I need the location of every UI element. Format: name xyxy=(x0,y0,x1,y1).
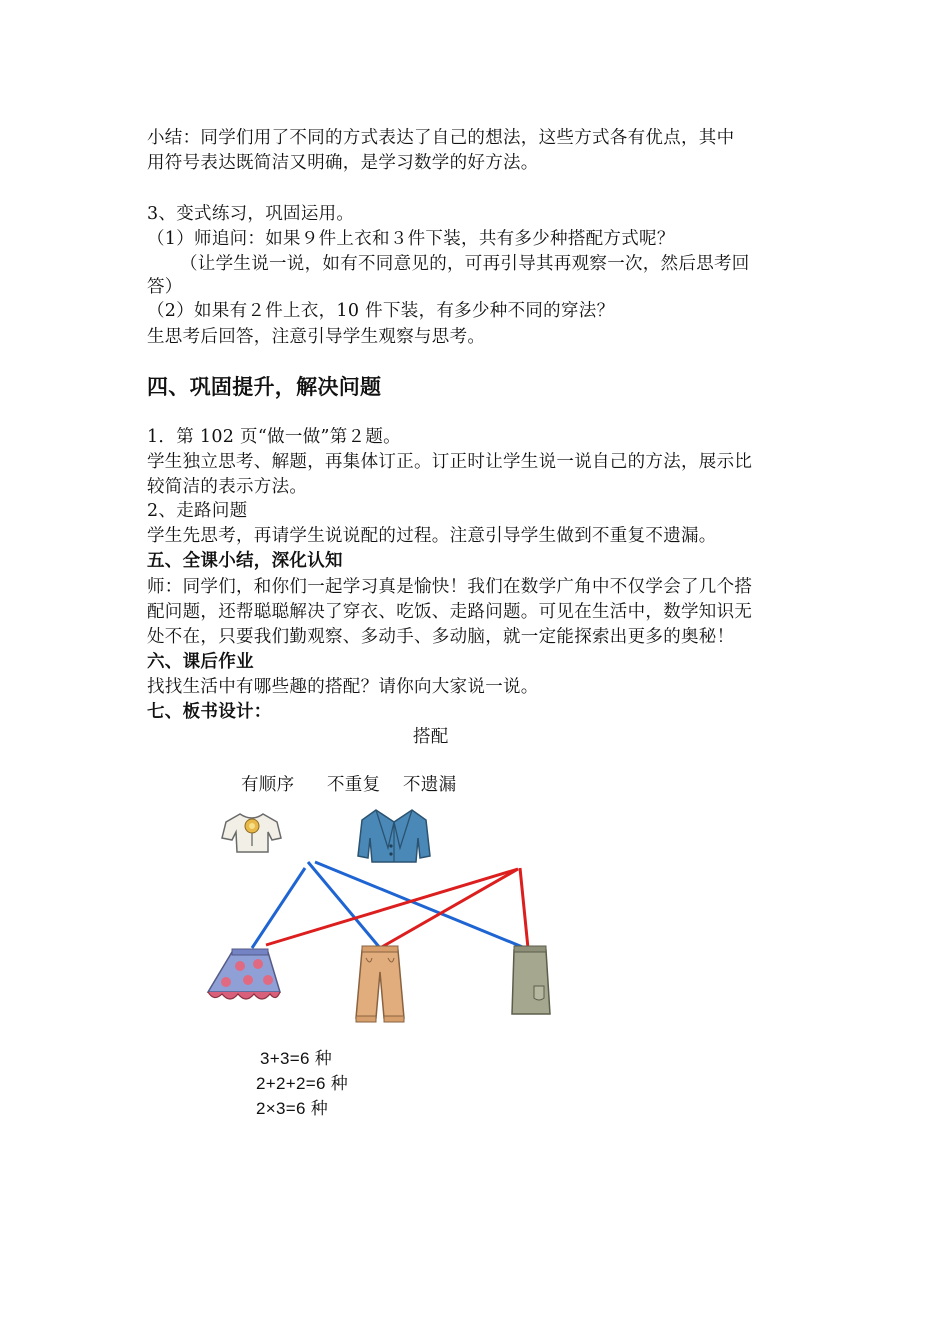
straight-skirt-icon xyxy=(512,946,550,1014)
principle-no-repeat: 不重复 xyxy=(327,775,381,795)
summary-line-2: 用符号表达既简洁又明确，是学习数学的好方法。 xyxy=(147,153,539,173)
section-7-heading: 七、板书设计： xyxy=(147,702,272,722)
board-title: 搭配 xyxy=(413,727,449,747)
section-6-heading: 六、课后作业 xyxy=(147,652,254,672)
section-3-q2: （2）如果有２件上衣，10 件下装，有多少种不同的穿法？ xyxy=(147,301,615,321)
equation-2: 2+2+2=6 种 xyxy=(256,1074,349,1093)
section-4-item-2: 2、走路问题 xyxy=(147,501,248,521)
connection-lines xyxy=(252,862,528,948)
section-4-heading: 四、巩固提升，解决问题 xyxy=(147,374,382,399)
section-3-q1-note-2: 答） xyxy=(147,277,183,297)
section-3-q1-note-1: （让学生说一说，如有不同意见的，可再引导其再观察一次，然后思考回 xyxy=(180,254,750,274)
section-6-line: 找找生活中有哪些趣的搭配？请你向大家说一说。 xyxy=(147,677,539,697)
section-4-item-1-line-2: 较简洁的表示方法。 xyxy=(147,477,308,497)
connection-line xyxy=(266,869,518,945)
jacket-icon xyxy=(358,810,430,862)
section-5-line-3: 处不在，只要我们勤观察、多动手、多动脑，就一定能探索出更多的奥秘！ xyxy=(147,627,735,647)
section-3-q2-note: 生思考后回答，注意引导学生观察与思考。 xyxy=(147,327,486,347)
equation-1: 3+3=6 种 xyxy=(260,1049,333,1068)
connection-line xyxy=(520,868,528,948)
section-4-item-1: 1．第 102 页“做一做”第２题。 xyxy=(147,427,401,447)
summary-line-1: 小结：同学们用了不同的方式表达了自己的想法，这些方式各有优点，其中 xyxy=(147,128,735,148)
equation-3: 2×3=6 种 xyxy=(256,1099,329,1118)
section-4-item-1-line-1: 学生独立思考、解题，再集体订正。订正时让学生说一说自己的方法，展示比 xyxy=(147,452,753,472)
section-5-line-1: 师：同学们，和你们一起学习真是愉快！我们在数学广角中不仅学会了几个搭 xyxy=(147,577,753,597)
tshirt-icon xyxy=(222,814,281,852)
skirt-icon xyxy=(208,949,280,999)
pants-icon xyxy=(356,946,404,1022)
principle-no-omission: 不遗漏 xyxy=(403,775,457,795)
section-3-q1: （1）师追问：如果９件上衣和３件下装，共有多少种搭配方式呢？ xyxy=(147,229,675,249)
section-4-item-2-line: 学生先思考，再请学生说说配的过程。注意引导学生做到不重复不遗漏。 xyxy=(147,526,717,546)
principle-order: 有顺序 xyxy=(241,775,295,795)
section-3-title: 3、变式练习，巩固运用。 xyxy=(147,204,355,224)
section-5-line-2: 配问题，还帮聪聪解决了穿衣、吃饭、走路问题。可见在生活中，数学知识无 xyxy=(147,602,753,622)
section-5-heading: 五、全课小结，深化认知 xyxy=(147,551,343,571)
